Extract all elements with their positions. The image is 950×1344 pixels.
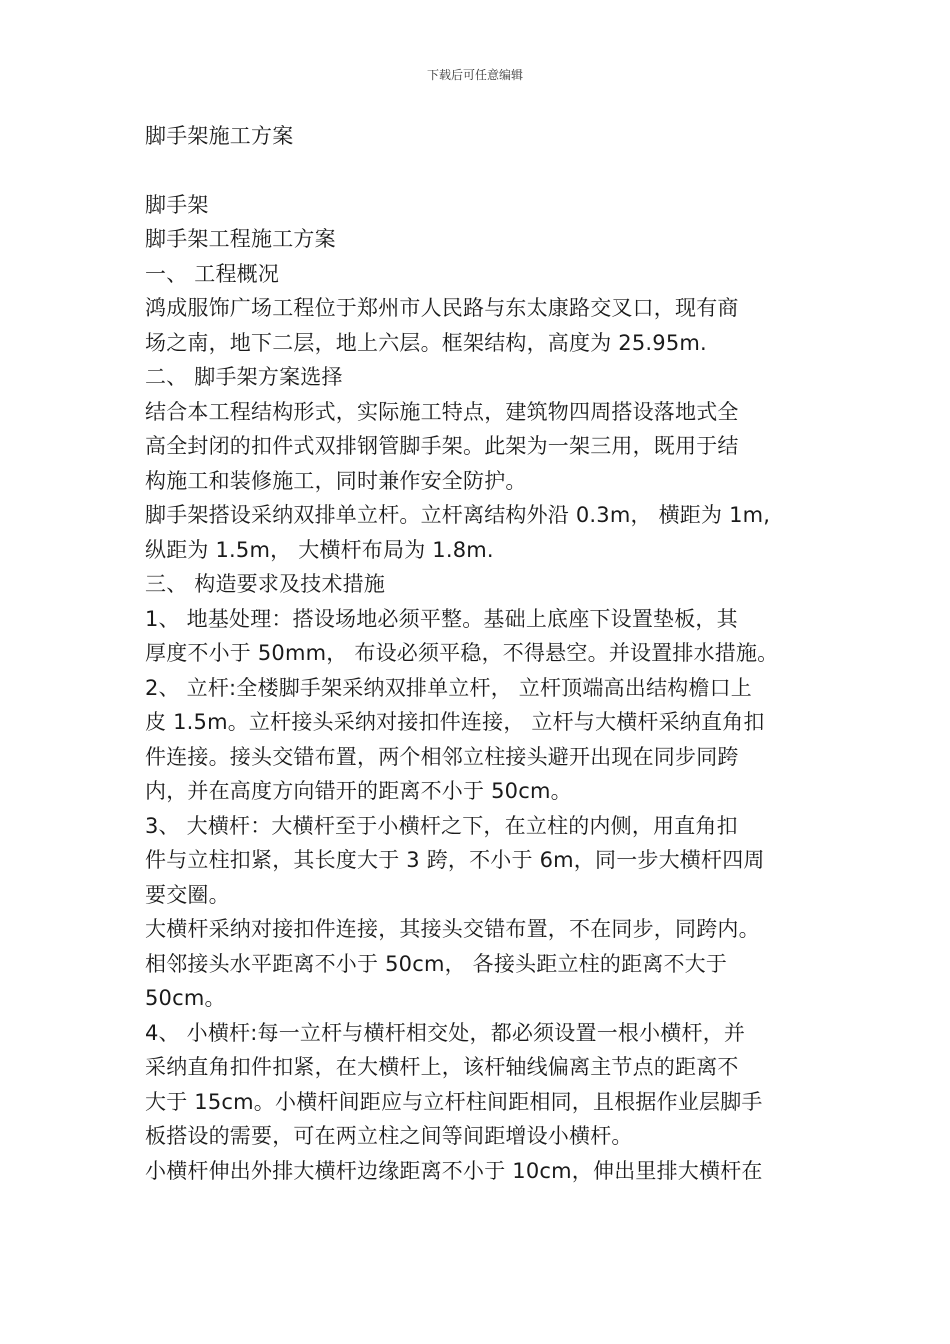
text-line: 1、 地基处理：搭设场地必须平整。基础上底座下设置垫板，其: [145, 606, 738, 631]
text-line: 皮 1.5m。立杆接头采纳对接扣件连接， 立杆与大横杆采纳直角扣: [145, 710, 765, 734]
page-header: 下载后可任意编辑: [426, 68, 523, 82]
section-heading: 三、 构造要求及技术措施: [145, 572, 386, 596]
text-line: 2、 立杆:全楼脚手架采纳双排单立杆， 立杆顶端高出结构檐口上: [145, 675, 752, 700]
text-line: 小横杆伸出外排大横杆边缘距离不小于 10cm，伸出里排大横杆在: [145, 1158, 763, 1183]
text-line: 采纳直角扣件扣紧，在大横杆上，该杆轴线偏离主节点的距离不: [145, 1055, 739, 1079]
text-line: 相邻接头水平距离不小于 50cm， 各接头距立柱的距离不大于: [145, 951, 728, 976]
text-line: 内，并在高度方向错开的距离不小于 50cm。: [145, 779, 572, 803]
text-line: 3、 大横杆：大横杆至于小横杆之下，在立柱的内侧，用直角扣: [145, 813, 738, 838]
text-line: 件与立柱扣紧，其长度大于 3 跨，不小于 6m，同一步大横杆四周: [145, 848, 765, 872]
text-line: 50cm。: [145, 986, 226, 1010]
text-line: 要交圈。: [145, 882, 230, 907]
text-line: 结合本工程结构形式，实际施工特点，建筑物四周搭设落地式全: [145, 399, 739, 424]
text-line: 场之南，地下二层，地上六层。框架结构，高度为 25.95m.: [145, 330, 707, 355]
text-line: 纵距为 1.5m， 大横杆布局为 1.8m.: [145, 537, 494, 562]
document-title: 脚手架施工方案: [145, 124, 294, 148]
text-line: 脚手架搭设采纳双排单立杆。立杆离结构外沿 0.3m， 横距为 1m,: [145, 503, 771, 527]
text-line: 构施工和装修施工，同时兼作安全防护。: [145, 468, 527, 493]
section-heading: 一、 工程概况: [145, 261, 280, 286]
text-line: 厚度不小于 50mm， 布设必须平稳，不得悬空。并设置排水措施。: [145, 641, 779, 665]
text-line: 大横杆采纳对接扣件连接，其接头交错布置，不在同步，同跨内。: [145, 917, 760, 941]
text-line: 大于 15cm。小横杆间距应与立杆柱间距相同，且根据作业层脚手: [145, 1089, 763, 1114]
text-line: 脚手架: [145, 192, 209, 217]
text-line: 板搭设的需要，可在两立柱之间等间距增设小横杆。: [145, 1124, 633, 1148]
text-line: 鸿成服饰广场工程位于郑州市人民路与东太康路交叉口，现有商: [145, 296, 739, 320]
text-line: 高全封闭的扣件式双排钢管脚手架。此架为一架三用，既用于结: [145, 434, 739, 458]
document-body: [145, 119, 815, 1188]
section-heading: 二、 脚手架方案选择: [145, 365, 343, 389]
text-line: 4、 小横杆:每一立杆与横杆相交处，都必须设置一根小横杆，并: [145, 1020, 746, 1045]
text-line: 脚手架工程施工方案: [145, 227, 336, 251]
text-line: 件连接。接头交错布置，两个相邻立柱接头避开出现在同步同跨: [145, 744, 739, 769]
